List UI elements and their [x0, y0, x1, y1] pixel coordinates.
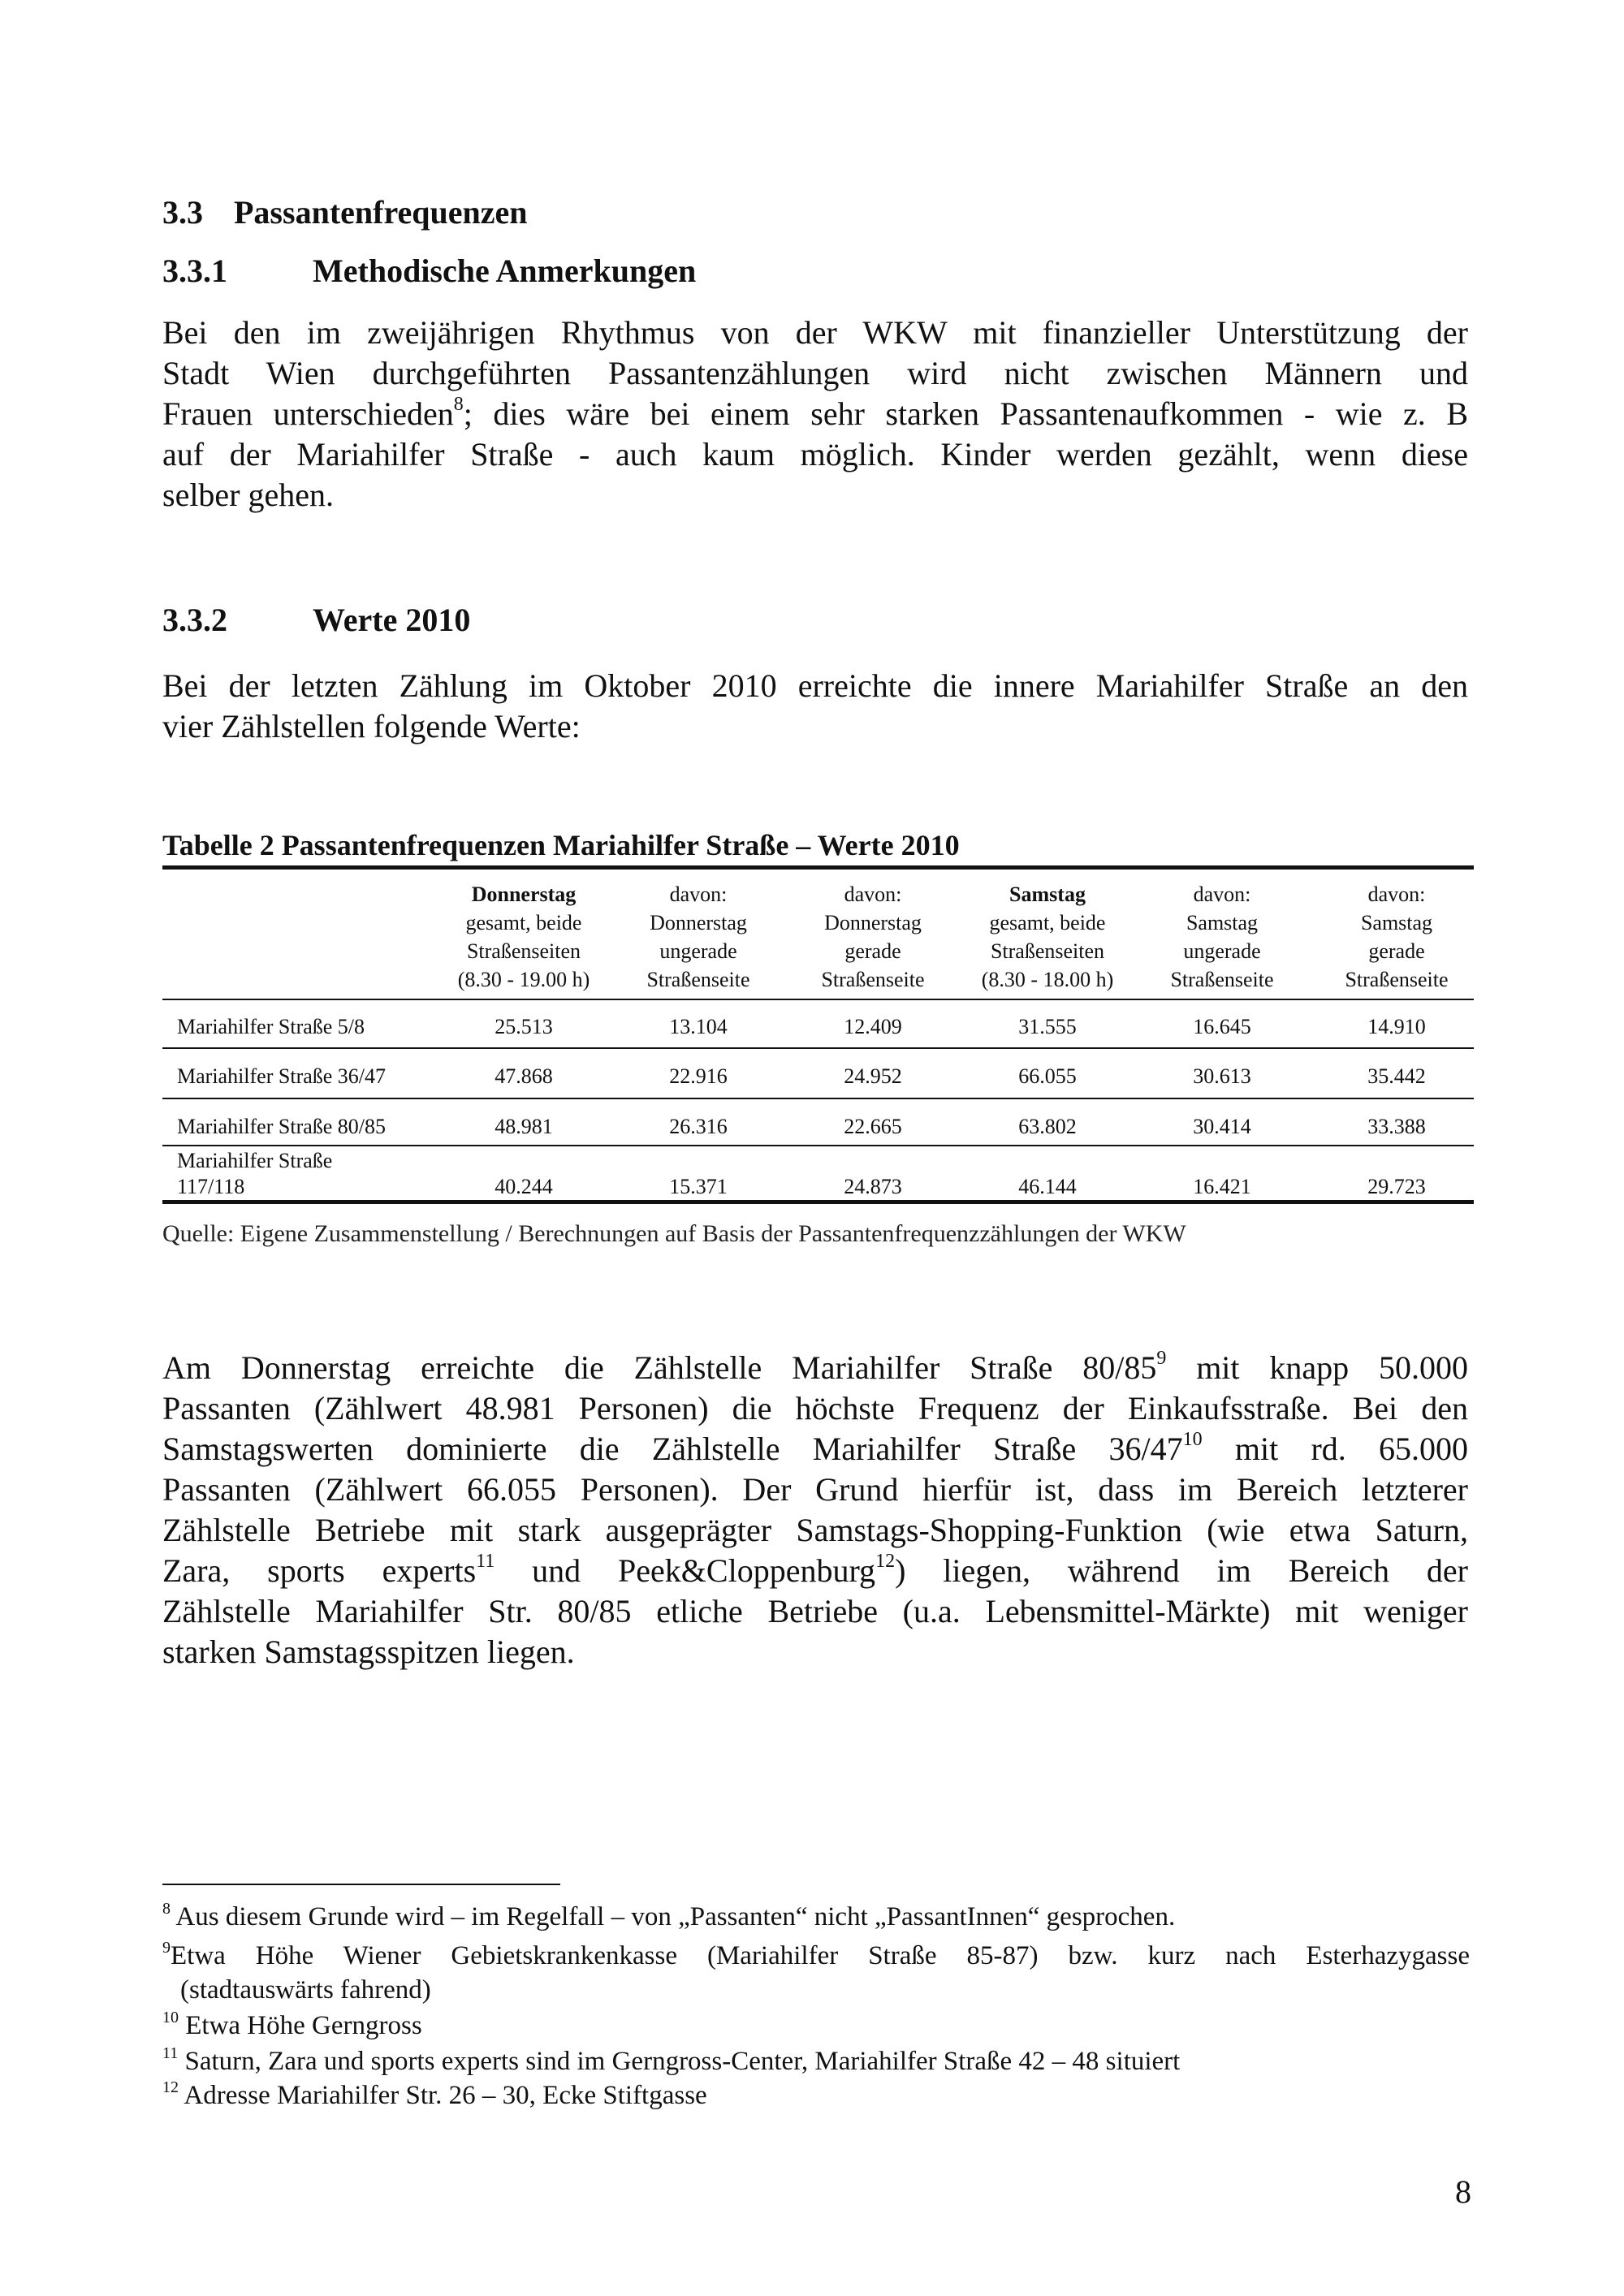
text-fragment: Am Donnerstag erreichte die Zählstelle Mariahilfer Straße 80/85: [162, 1349, 1157, 1386]
column-header-line: davon:: [1193, 883, 1251, 906]
paragraph-werte: [162, 666, 1468, 747]
table-cell: 16.645: [1193, 1015, 1251, 1038]
table-cell: 46.144: [1018, 1175, 1077, 1198]
table-cell: 12.409: [844, 1015, 902, 1038]
table-cell: 31.555: [1018, 1015, 1077, 1038]
footnote-9: [162, 1939, 1470, 2007]
text-line: Zählstelle Betriebe mit stark ausgeprägter Samstags-Shopping-Funktion (wie etwa Saturn,: [162, 1512, 1468, 1548]
column-header-title: Samstag: [1009, 883, 1086, 906]
table-cell: 22.665: [844, 1115, 902, 1138]
row-label-line: Mariahilfer Straße: [177, 1149, 333, 1172]
text-line: Bei den im zweijährigen Rhythmus von der WKW mit finanzieller Unterstützung der: [162, 314, 1468, 351]
footnote-mark: 8: [162, 1900, 171, 1918]
table-cell: 35.442: [1367, 1064, 1426, 1088]
table-cell: 16.421: [1193, 1175, 1251, 1198]
footnote-12: [162, 2078, 1470, 2113]
table-cell: 14.910: [1367, 1015, 1426, 1038]
column-header-line: Straßenseite: [1345, 968, 1449, 991]
footnote-line: [162, 1939, 1470, 1973]
text-line: Passanten (Zählwert 48.981 Personen) die höchste Frequenz der Einkaufsstraße. Bei den: [162, 1390, 1468, 1426]
table-column-header: [786, 880, 961, 994]
text-fragment: Frauen unterschieden: [162, 395, 454, 432]
column-header-line: ungerade: [1183, 939, 1261, 963]
text-line: Passanten (Zählwert 66.055 Personen). Der Grund hierfür ist, dass im Bereich letzterer: [162, 1471, 1468, 1508]
text-fragment: ; dies wäre bei einem sehr starken Passantenaufkommen - wie z. B: [463, 395, 1469, 432]
table-cell: 30.414: [1193, 1115, 1251, 1138]
paragraph-methodik: [162, 313, 1468, 516]
text-line: [162, 1551, 1468, 1591]
section-title: Passantenfrequenzen: [234, 194, 528, 231]
table-row-separator: [162, 1145, 1474, 1146]
subsection-title: Methodische Anmerkungen: [313, 252, 697, 289]
text-fragment: und Peek&Cloppenburg: [495, 1552, 876, 1589]
column-header-line: gesamt, beide: [465, 911, 582, 934]
table-cell: 30.613: [1193, 1064, 1251, 1088]
text-line: auf der Mariahilfer Straße - auch kaum möglich. Kinder werden gezählt, wenn diese: [162, 436, 1468, 473]
table-cell: 13.104: [669, 1015, 728, 1038]
table-column-header: [611, 880, 786, 994]
table-column-header: [1135, 880, 1310, 994]
text-fragment: Samstagswerten dominierte die Zählstelle Mariahilfer Straße 36/47: [162, 1431, 1183, 1467]
column-header-line: davon:: [1367, 883, 1426, 906]
subsection-number: 3.3.2: [162, 602, 227, 638]
text-fragment: Zara, sports experts: [162, 1552, 477, 1589]
footnote-text: Saturn, Zara und sports experts sind im Gerngross-Center, Mariahilfer Straße 42 – 48 situiert: [178, 2047, 1181, 2076]
row-label-line: Mariahilfer Straße 5/8: [177, 1015, 365, 1038]
column-header-line: gesamt, beide: [989, 911, 1106, 934]
text-fragment: mit knapp 50.000: [1166, 1349, 1469, 1386]
column-header-line: Straßenseiten: [990, 939, 1105, 963]
table-top-rule: [162, 865, 1474, 870]
column-header-line: davon:: [669, 883, 728, 906]
table-cell: 22.916: [669, 1064, 728, 1088]
row-label-line: 117/118: [177, 1175, 245, 1198]
column-header-title: Donnerstag: [471, 883, 577, 906]
table-cell: 24.873: [844, 1175, 902, 1198]
table-cell: 26.316: [669, 1115, 728, 1138]
column-header-line: gerade: [844, 939, 901, 963]
table-cell: 40.244: [495, 1175, 553, 1198]
table-cell: 33.388: [1367, 1115, 1426, 1138]
footnote-ref-10[interactable]: 10: [1182, 1429, 1203, 1450]
table-column-header: [437, 880, 611, 994]
column-header-line: Samstag: [1186, 911, 1259, 934]
column-header-line: Donnerstag: [824, 911, 922, 934]
page-number: 8: [1455, 2173, 1471, 2210]
footnote-text: Aus diesem Grunde wird – im Regelfall – von „Passanten“ nicht „PassantInnen“ gesprochen.: [171, 1902, 1176, 1931]
footnote-ref-12[interactable]: 12: [875, 1551, 896, 1572]
column-header-line: Straßenseite: [1170, 968, 1274, 991]
table-row-label: [177, 1148, 332, 1200]
table-cell: 15.371: [669, 1175, 728, 1198]
table-caption: Tabelle 2 Passantenfrequenzen Mariahilfer Straße – Werte 2010: [162, 829, 960, 861]
text-line: Zählstelle Mariahilfer Str. 80/85 etliche Betriebe (u.a. Lebensmittel-Märkte) mit weniger: [162, 1593, 1468, 1629]
text-line: [162, 1348, 1468, 1388]
column-header-line: Donnerstag: [650, 911, 747, 934]
table-column-header: [961, 880, 1135, 994]
column-header-line: (8.30 - 19.00 h): [457, 968, 590, 991]
subsection-number: 3.3.1: [162, 252, 227, 289]
column-header-line: Straßenseiten: [466, 939, 581, 963]
table-row-label: [177, 1014, 365, 1040]
row-label-line: Mariahilfer Straße 36/47: [177, 1064, 387, 1088]
footnote-mark: 11: [162, 2044, 179, 2062]
table-cell: 63.802: [1018, 1115, 1077, 1138]
paragraph-analysis: [162, 1348, 1468, 1672]
column-header-line: ungerade: [659, 939, 737, 963]
footnote-10: [162, 2009, 1470, 2043]
subsection-heading-methodische: [162, 252, 696, 290]
section-heading: [162, 193, 527, 231]
text-fragment: ) liegen, während im Bereich der: [895, 1552, 1468, 1589]
subsection-heading-werte: [162, 601, 470, 639]
table-source: Quelle: Eigene Zusammenstellung / Berechnungen auf Basis der Passantenfrequenzzählungen der WKW: [162, 1220, 1186, 1247]
footnote-mark: 12: [162, 2078, 179, 2096]
footnote-text: Etwa Höhe Wiener Gebietskrankenkasse (Mariahilfer Straße 85-87) bzw. kurz nach Esterhazygasse: [171, 1941, 1470, 1970]
subsection-title: Werte 2010: [313, 602, 471, 638]
table-cell: 66.055: [1018, 1064, 1077, 1088]
footnote-text: Adresse Mariahilfer Str. 26 – 30, Ecke Stiftgasse: [179, 2081, 707, 2110]
column-header-line: (8.30 - 18.00 h): [981, 968, 1114, 991]
footnote-11: [162, 2044, 1470, 2078]
table-cell: 47.868: [495, 1064, 553, 1088]
table-row-separator: [162, 1098, 1474, 1099]
text-line: vier Zählstellen folgende Werte:: [162, 708, 581, 744]
text-line: selber gehen.: [162, 477, 335, 513]
table-column-header: [1310, 880, 1484, 994]
table-cell: 25.513: [495, 1015, 553, 1038]
row-label-line: Mariahilfer Straße 80/85: [177, 1115, 387, 1138]
footnote-8: [162, 1900, 1470, 1934]
footnote-text: Etwa Höhe Gerngross: [179, 2011, 422, 2040]
text-fragment: mit rd. 65.000: [1202, 1431, 1468, 1467]
footnote-ref-11[interactable]: 11: [476, 1551, 495, 1572]
text-line: Stadt Wien durchgeführten Passantenzählungen wird nicht zwischen Männern und: [162, 355, 1468, 391]
table-cell: 48.981: [495, 1115, 553, 1138]
table-bottom-rule: [162, 1200, 1474, 1204]
table-cell: 29.723: [1367, 1175, 1426, 1198]
column-header-line: gerade: [1368, 939, 1425, 963]
column-header-line: Straßenseite: [821, 968, 925, 991]
text-line: [162, 394, 1468, 434]
footnote-mark: 10: [162, 2009, 179, 2026]
table-row-label: [177, 1064, 386, 1090]
footnote-line: (stadtauswärts fahrend): [180, 1975, 431, 2005]
table-header-rule: [162, 999, 1474, 1000]
column-header-line: Samstag: [1360, 911, 1433, 934]
section-number: 3.3: [162, 194, 203, 231]
text-line: starken Samstagsspitzen liegen.: [162, 1634, 575, 1670]
column-header-line: davon:: [844, 883, 902, 906]
footnote-ref-9[interactable]: 9: [1156, 1348, 1167, 1369]
table-cell: 24.952: [844, 1064, 902, 1088]
table-row-separator: [162, 1047, 1474, 1049]
table-row-label: [177, 1114, 386, 1140]
column-header-line: Straßenseite: [646, 968, 750, 991]
footnote-ref-8[interactable]: 8: [453, 394, 464, 415]
footnote-separator: [162, 1884, 560, 1885]
text-line: [162, 1429, 1468, 1470]
text-line: Bei der letzten Zählung im Oktober 2010 erreichte die innere Mariahilfer Straße an den: [162, 667, 1468, 704]
footnote-mark: 9: [162, 1939, 171, 1957]
